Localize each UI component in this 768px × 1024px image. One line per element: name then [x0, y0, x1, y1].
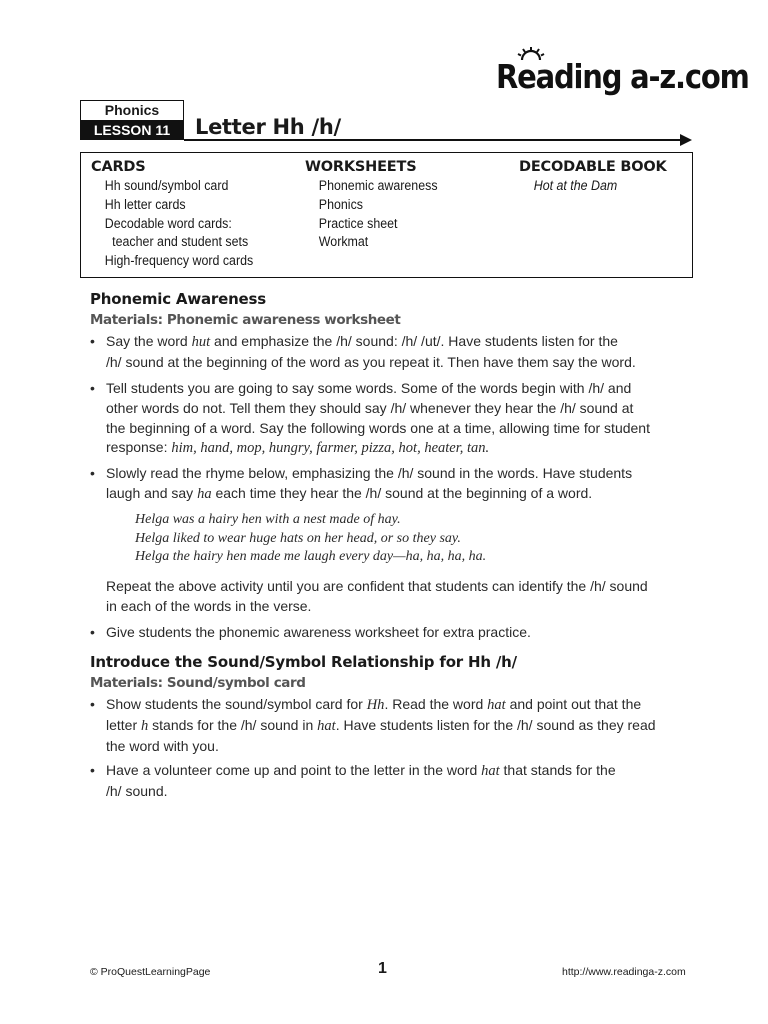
text-line: the beginning of a word. Say the following words one at a time, allowing time for student [106, 419, 650, 436]
cards-heading: CARDS [91, 159, 146, 175]
section-materials: Materials: Sound/symbol card [90, 675, 306, 691]
bullet-item [90, 464, 690, 505]
example-word: hat [487, 697, 506, 713]
text-run: Say the word [106, 333, 192, 349]
paragraph [106, 577, 692, 617]
word-list: him, hand, mop, hungry, farmer, pizza, hot, heater, tan. [171, 440, 490, 457]
section-heading: Introduce the Sound/Symbol Relationship for Hh /h/ [90, 653, 517, 671]
rhyme-line: Helga liked to wear huge hats on her head, or so they say. [135, 530, 461, 546]
arrow-head-icon [680, 134, 692, 146]
book-heading: DECODABLE BOOK [519, 159, 667, 175]
text-line: Slowly read the rhyme below, emphasizing the /h/ sound in the words. Have students [106, 465, 633, 481]
text-line: /h/ sound. [106, 782, 168, 799]
reading-az-logo [496, 46, 749, 98]
example-word: hut [191, 334, 211, 350]
list-item: High-frequency word cards [104, 253, 254, 269]
text-line: other words do not. Tell them they should say /h/ whenever they hear the /h/ sound at [106, 399, 634, 416]
list-item: Hh sound/symbol card [104, 178, 229, 193]
list-item: Hh letter cards [104, 196, 186, 212]
bullet-icon: • [90, 465, 95, 481]
example-word: hat [317, 717, 336, 734]
text-run: letter [106, 716, 142, 733]
bullet-item [90, 332, 690, 373]
bullet-icon: • [90, 333, 95, 349]
list-item: Phonemic awareness [318, 178, 438, 193]
text-run: each time they hear the /h/ sound at the beginning of a word. [211, 484, 593, 501]
bullet-item [90, 623, 690, 643]
text-line: Tell students you are going to say some words. Some of the words begin with /h/ and [106, 380, 632, 396]
text-line: the word with you. [106, 737, 219, 754]
text-run: laugh and say [106, 484, 198, 501]
category-label: Phonics [80, 100, 184, 120]
rhyme-line: Helga the hairy hen made me laugh every day—ha, ha, ha, ha. [135, 549, 487, 564]
worksheets-heading: WORKSHEETS [305, 159, 417, 175]
list-item: Practice sheet [318, 215, 398, 231]
text-run: Have a volunteer come up and point to the letter in the word [106, 762, 482, 778]
cards-column [91, 159, 267, 271]
header-rule [184, 139, 684, 141]
text-line: Repeat the above activity until you are confident that students can identify the /h/ sound [106, 578, 648, 594]
example-word: Hh [366, 697, 385, 713]
bullet-icon: • [90, 624, 95, 640]
copyright-text: © ProQuestLearningPage [90, 966, 211, 978]
bullet-item [90, 379, 690, 459]
text-run: . Have students listen for the /h/ sound as they read [335, 716, 656, 733]
rhyme-line: Helga was a hairy hen with a nest made of hay. [135, 512, 401, 527]
text-line: Give students the phonemic awareness worksheet for extra practice. [106, 624, 531, 640]
text-line: in each of the words in the verse. [106, 597, 312, 614]
bullet-item [90, 761, 690, 802]
materials-box [80, 152, 693, 278]
section-heading: Phonemic Awareness [90, 290, 266, 308]
text-run: Show students the sound/symbol card for [106, 696, 367, 712]
bullet-item [90, 695, 690, 756]
text-run: and point out that the [505, 696, 642, 712]
worksheets-column [305, 159, 449, 252]
example-word: ha [197, 485, 212, 502]
book-title: Hot at the Dam [533, 178, 618, 193]
rhyme-verse [135, 511, 486, 567]
page-title: Letter Hh /h/ [195, 115, 341, 139]
list-item: Phonics [318, 196, 363, 212]
bullet-icon: • [90, 380, 95, 396]
decodable-book-column [519, 159, 667, 196]
text-line: /h/ sound at the beginning of the word as you repeat it. Then have them say the word. [106, 353, 636, 370]
example-word: h [141, 717, 149, 734]
example-word: hat [481, 763, 500, 779]
logo-text: Reading a-z.com [496, 58, 749, 97]
text-run: and emphasize the /h/ sound: /h/ /ut/. Have students listen for the [210, 333, 618, 349]
text-run: that stands for the [499, 762, 616, 778]
section-materials: Materials: Phonemic awareness worksheet [90, 312, 401, 328]
text-run: . Read the word [384, 696, 488, 712]
bullet-icon: • [90, 696, 95, 712]
bullet-icon: • [90, 762, 95, 778]
website-url: http://www.readinga-z.com [562, 966, 686, 978]
text-run: response: [106, 439, 172, 456]
list-item: Workmat [318, 234, 369, 250]
text-run: stands for the /h/ sound in [148, 716, 318, 733]
list-item: Decodable word cards: [104, 215, 232, 231]
page-number: 1 [378, 960, 387, 977]
list-item: teacher and student sets [112, 234, 249, 250]
lesson-number: LESSON 11 [80, 120, 184, 140]
